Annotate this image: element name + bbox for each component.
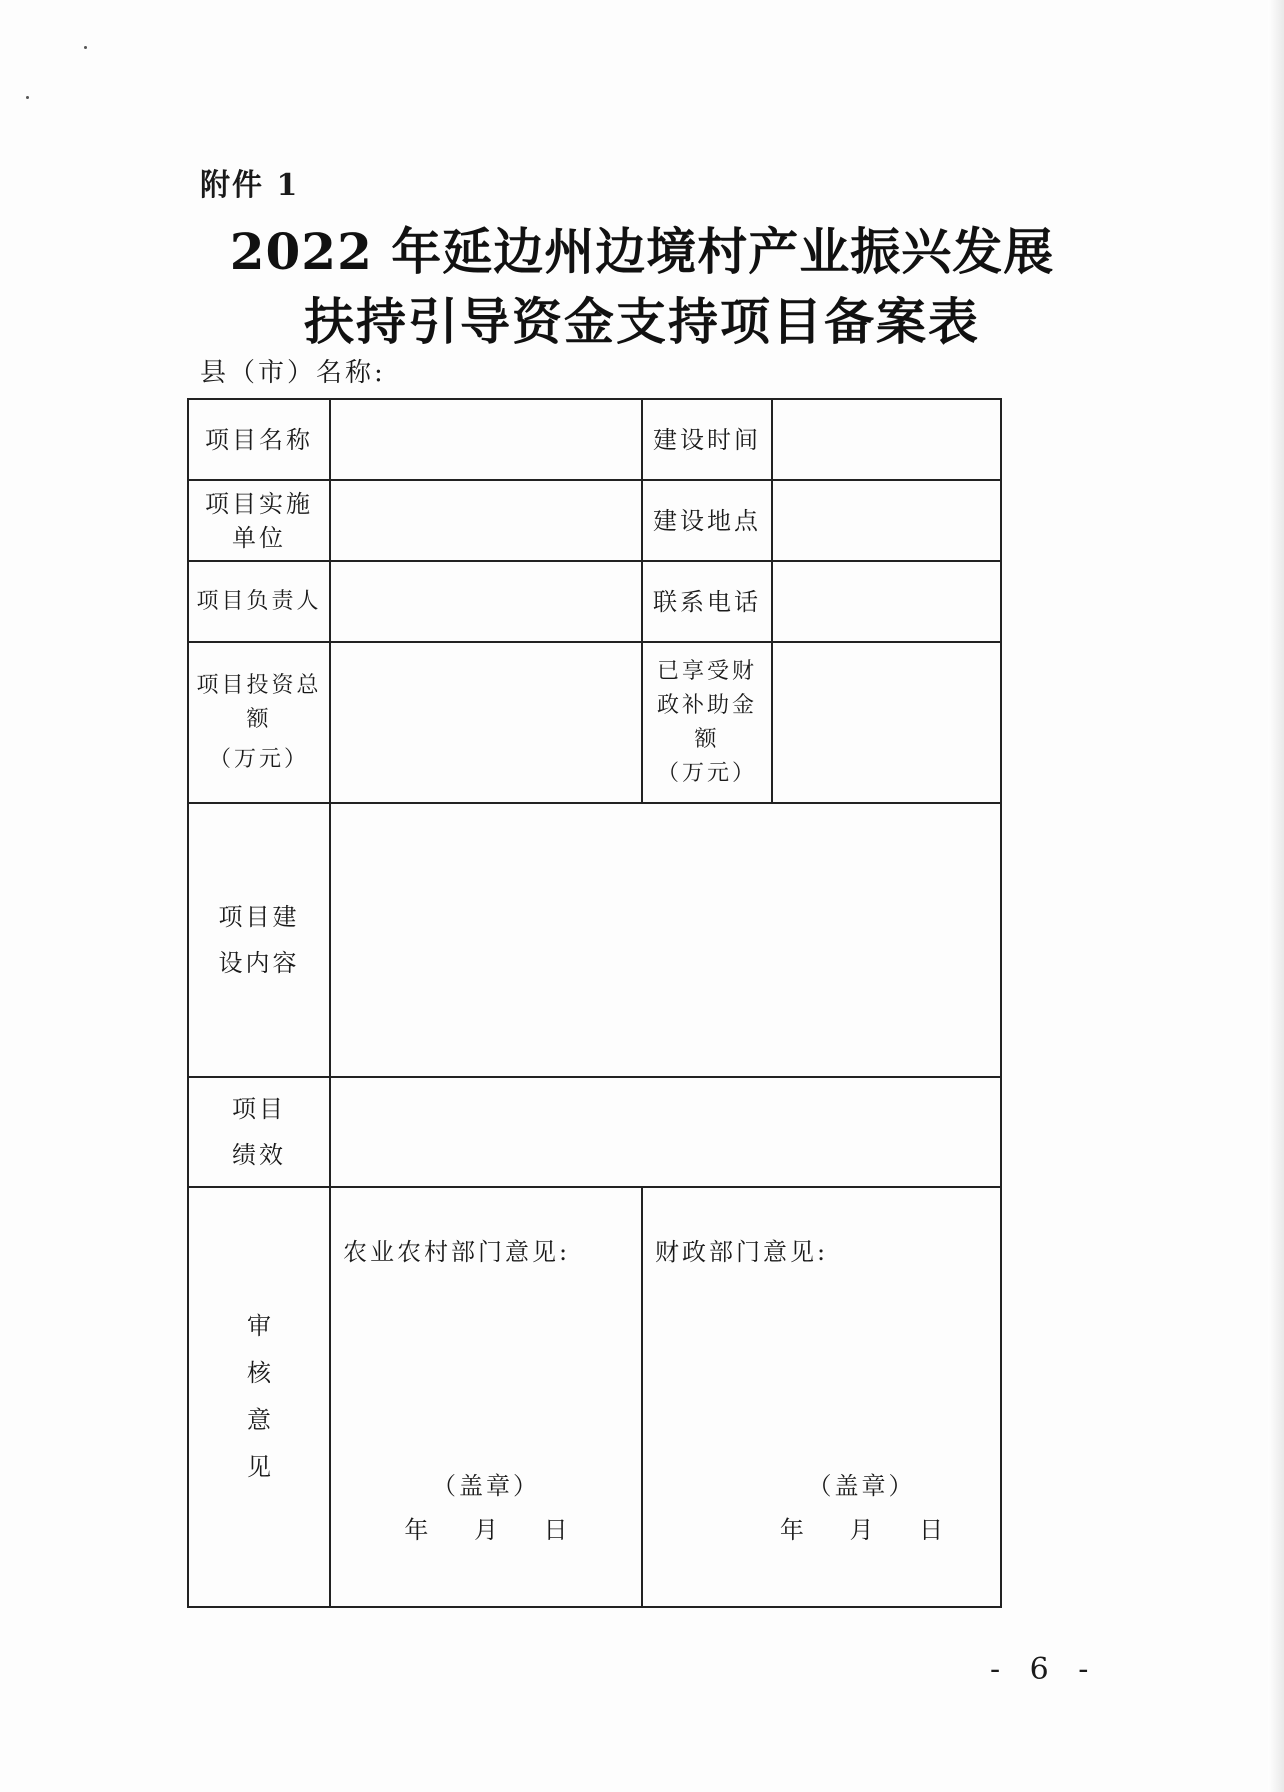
finance-opinion-label: 财政部门意见: — [655, 1238, 829, 1266]
row-investment — [188, 642, 1001, 803]
field-build-content[interactable] — [330, 803, 1001, 1077]
field-contact-phone[interactable] — [772, 561, 1001, 642]
row-project-leader — [188, 561, 1001, 642]
row-performance — [188, 1077, 1001, 1187]
label-total-investment-unit: （万元） — [208, 746, 309, 772]
label-total-investment-line2: 额 — [246, 706, 272, 732]
row-build-content — [188, 803, 1001, 1077]
label-review — [188, 1187, 330, 1607]
label-performance — [188, 1077, 330, 1187]
agri-date-label: 年 月 日 — [404, 1516, 568, 1544]
review-char-3: 意 — [247, 1406, 271, 1434]
label-implementing-unit-line2: 单位 — [232, 523, 286, 552]
row-implementing-unit — [188, 480, 1001, 561]
finance-date-label: 年 月 日 — [779, 1516, 944, 1544]
label-subsidy-line2: 政补助金 — [656, 692, 757, 718]
county-name-label: 县（市）名称: — [200, 358, 386, 388]
field-project-leader[interactable] — [330, 561, 642, 642]
label-performance-line1: 项目 — [232, 1095, 286, 1123]
label-project-name: 项目名称 — [188, 399, 330, 480]
label-subsidy-line1: 已享受财 — [656, 658, 757, 684]
finance-opinion-cell[interactable] — [642, 1187, 1001, 1607]
review-char-4: 见 — [247, 1453, 271, 1481]
finance-seal-label: （盖章） — [807, 1472, 916, 1500]
field-implementing-unit[interactable] — [330, 480, 642, 561]
review-char-2: 核 — [247, 1359, 271, 1387]
field-build-time[interactable] — [772, 399, 1001, 480]
label-total-investment — [188, 642, 330, 803]
label-total-investment-line1: 项目投资总 — [196, 672, 322, 698]
document-title-line1: 2022 年延边州边境村产业振兴发展 — [229, 222, 1055, 281]
agri-seal-label: （盖章） — [432, 1472, 540, 1500]
record-form-table — [187, 398, 1002, 1608]
agri-opinion-label: 农业农村部门意见: — [343, 1238, 571, 1266]
label-contact-phone: 联系电话 — [642, 561, 772, 642]
agri-opinion-cell[interactable] — [330, 1187, 642, 1607]
label-build-time: 建设时间 — [642, 399, 772, 480]
field-subsidy[interactable] — [772, 642, 1001, 803]
label-build-location: 建设地点 — [642, 480, 772, 561]
label-performance-line2: 绩效 — [232, 1141, 286, 1169]
label-implementing-unit-line1: 项目实施 — [205, 489, 313, 518]
attachment-label: 附件 1 — [200, 168, 300, 203]
label-subsidy-line3: 额 — [694, 726, 720, 752]
label-subsidy-unit: （万元） — [656, 760, 757, 786]
label-build-content-line2: 设内容 — [218, 949, 300, 977]
field-build-location[interactable] — [772, 480, 1001, 561]
label-build-content — [188, 803, 330, 1077]
label-project-leader: 项目负责人 — [188, 561, 330, 642]
page-number: - 6 - — [990, 1652, 1099, 1687]
label-implementing-unit — [188, 480, 330, 561]
finance-opinion-box — [643, 1188, 1000, 1606]
agri-opinion-box — [331, 1188, 641, 1606]
scan-speck — [84, 46, 87, 49]
scan-speck — [26, 96, 29, 99]
document-title-line2: 扶持引导资金支持项目备案表 — [304, 292, 980, 351]
field-performance[interactable] — [330, 1077, 1001, 1187]
row-review — [188, 1187, 1001, 1607]
label-subsidy — [642, 642, 772, 803]
field-project-name[interactable] — [330, 399, 642, 480]
label-build-content-line1: 项目建 — [218, 903, 300, 931]
row-project-name — [188, 399, 1001, 480]
field-total-investment[interactable] — [330, 642, 642, 803]
review-char-1: 审 — [247, 1312, 271, 1340]
